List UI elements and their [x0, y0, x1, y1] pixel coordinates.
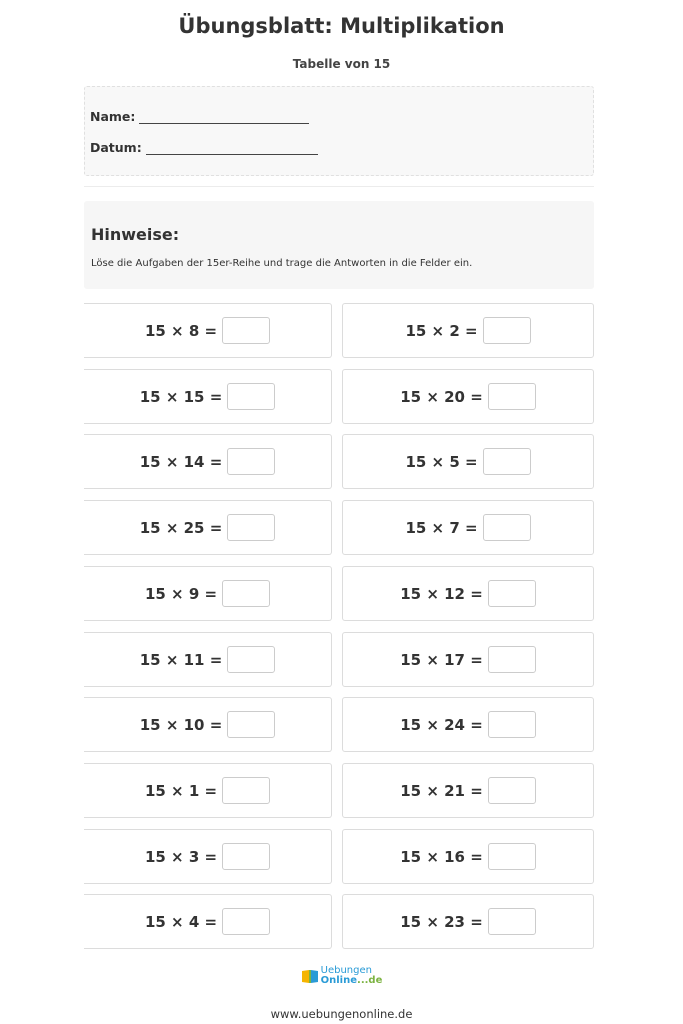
answer-field[interactable]	[488, 843, 536, 870]
answer-field[interactable]	[483, 317, 531, 344]
exercise-card	[342, 632, 594, 687]
exercise-card	[342, 369, 594, 424]
exercise-expression: 15 × 12 =	[400, 584, 483, 603]
answer-field[interactable]	[483, 448, 531, 475]
logo-line1: Uebungen	[320, 965, 372, 976]
logo-line2-suffix: ...de	[357, 975, 383, 986]
date-label: Datum:	[90, 140, 142, 155]
exercise-card	[84, 500, 332, 555]
footer-url[interactable]: www.uebungenonline.de	[270, 1007, 413, 1021]
answer-field[interactable]	[488, 777, 536, 804]
exercise-card	[84, 632, 332, 687]
student-info-box	[84, 86, 594, 176]
answer-field[interactable]	[488, 580, 536, 607]
book-icon	[301, 967, 319, 985]
exercise-expression: 15 × 11 =	[139, 650, 223, 669]
exercise-card	[84, 829, 332, 884]
exercise-expression: 15 × 10 =	[139, 715, 223, 734]
exercise-card	[84, 434, 332, 489]
exercise-expression: 15 × 16 =	[400, 847, 483, 866]
exercise-expression: 15 × 4 =	[144, 912, 218, 931]
exercise-card	[84, 369, 332, 424]
exercise-card	[84, 697, 332, 752]
exercise-expression: 15 × 17 =	[400, 650, 483, 669]
page-subtitle: Tabelle von 15	[292, 57, 391, 71]
answer-field[interactable]	[227, 646, 275, 673]
exercise-card	[84, 303, 332, 358]
logo-line2-main: Online	[320, 975, 358, 986]
page-title: Übungsblatt: Multiplikation	[178, 14, 505, 38]
exercise-card	[84, 763, 332, 818]
exercise-expression: 15 × 25 =	[139, 518, 223, 537]
exercise-expression: 15 × 2 =	[405, 321, 478, 340]
exercise-expression: 15 × 9 =	[144, 584, 218, 603]
answer-field[interactable]	[488, 646, 536, 673]
hints-title: Hinweise:	[91, 225, 180, 244]
hints-box	[84, 201, 594, 289]
exercise-expression: 15 × 1 =	[144, 781, 218, 800]
site-logo	[0, 966, 683, 986]
name-line[interactable]	[139, 123, 309, 124]
exercise-expression: 15 × 7 =	[405, 518, 478, 537]
exercise-expression: 15 × 5 =	[405, 452, 478, 471]
name-field-row	[90, 109, 309, 124]
exercise-card	[342, 894, 594, 949]
exercise-card	[342, 829, 594, 884]
exercise-expression: 15 × 21 =	[400, 781, 483, 800]
hints-text: Löse die Aufgaben der 15er-Reihe und trage die Antworten in die Felder ein.	[91, 258, 473, 269]
exercise-expression: 15 × 14 =	[139, 452, 223, 471]
answer-field[interactable]	[488, 383, 536, 410]
answer-field[interactable]	[483, 514, 531, 541]
answer-field[interactable]	[222, 580, 270, 607]
exercise-expression: 15 × 20 =	[400, 387, 483, 406]
name-label: Name:	[90, 109, 136, 124]
answer-field[interactable]	[227, 383, 275, 410]
exercise-card	[342, 697, 594, 752]
exercise-expression: 15 × 8 =	[144, 321, 218, 340]
answer-field[interactable]	[222, 843, 270, 870]
date-line[interactable]	[146, 154, 318, 155]
answer-field[interactable]	[488, 711, 536, 738]
section-divider	[84, 186, 594, 187]
exercise-card	[84, 894, 332, 949]
exercise-card	[342, 434, 594, 489]
exercise-card	[342, 303, 594, 358]
exercise-expression: 15 × 24 =	[400, 715, 483, 734]
answer-field[interactable]	[488, 908, 536, 935]
answer-field[interactable]	[222, 317, 270, 344]
exercise-card	[342, 566, 594, 621]
answer-field[interactable]	[227, 448, 275, 475]
answer-field[interactable]	[222, 777, 270, 804]
exercise-expression: 15 × 23 =	[400, 912, 483, 931]
logo-line2	[321, 976, 383, 986]
exercise-expression: 15 × 15 =	[139, 387, 223, 406]
date-field-row	[90, 140, 318, 155]
exercise-expression: 15 × 3 =	[144, 847, 218, 866]
exercise-card	[342, 763, 594, 818]
exercise-card	[342, 500, 594, 555]
answer-field[interactable]	[227, 711, 275, 738]
exercise-card	[84, 566, 332, 621]
answer-field[interactable]	[227, 514, 275, 541]
answer-field[interactable]	[222, 908, 270, 935]
